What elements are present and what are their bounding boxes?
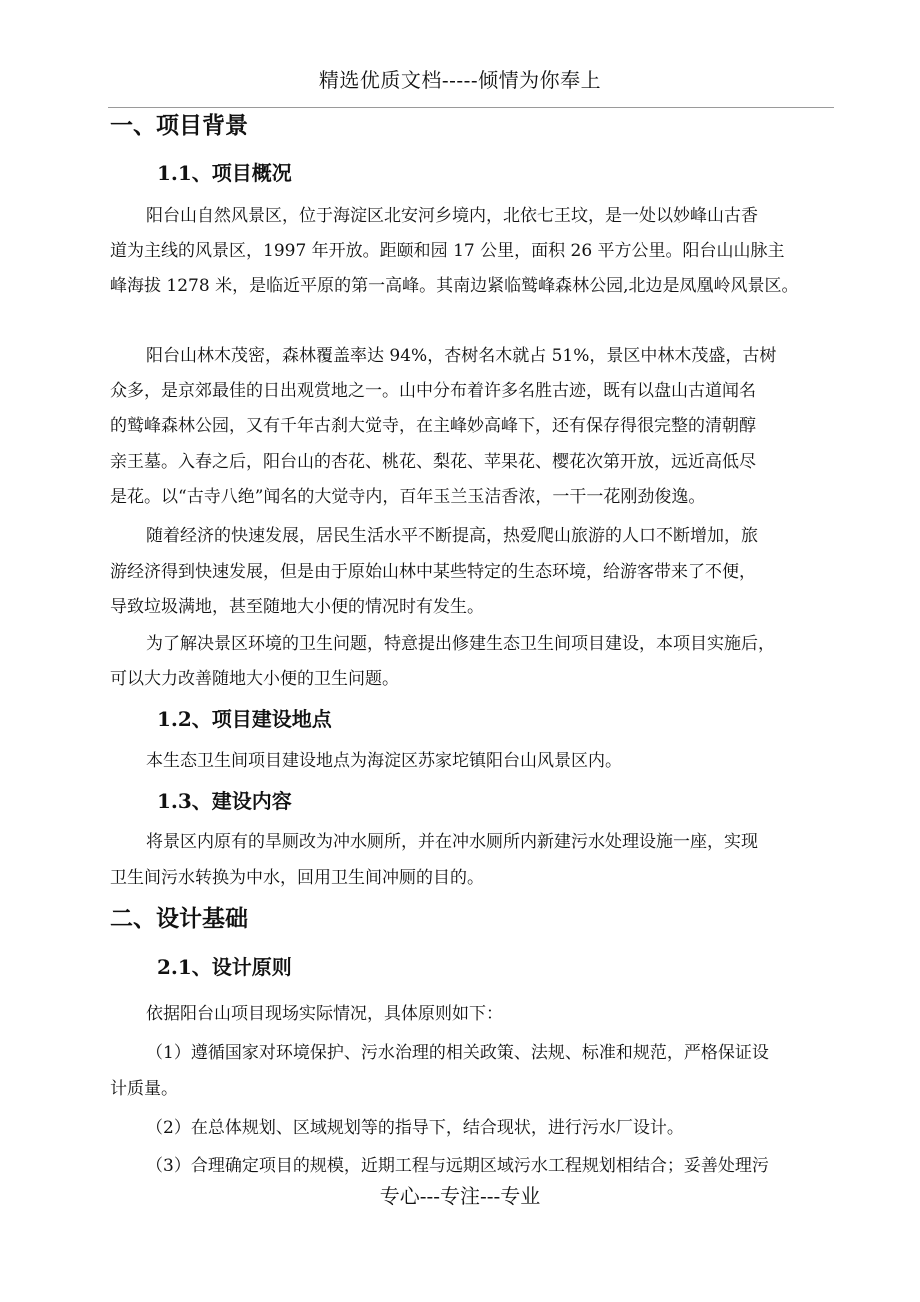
paragraph-line: 卫生间污水转换为中水，回用卫生间冲厕的目的。 xyxy=(110,868,484,888)
subsection-title-1-1: 1.1、项目概况 xyxy=(157,161,292,185)
subsection-title-1-2: 1.2、项目建设地点 xyxy=(157,707,332,731)
paragraph-line: 可以大力改善随地大小便的卫生问题。 xyxy=(110,669,399,689)
paragraph-line: 随着经济的快速发展，居民生活水平不断提高，热爱爬山旅游的人口不断增加，旅 xyxy=(146,526,758,546)
paragraph-line: 众多，是京郊最佳的日出观赏地之一。山中分布着许多名胜古迹，既有以盘山古道闻名 xyxy=(110,381,756,401)
page-header: 精选优质文档-----倾情为你奉上 xyxy=(318,68,602,92)
paragraph-line: 阳台山自然风景区，位于海淀区北安河乡境内，北依七王坟，是一处以妙峰山古香 xyxy=(146,206,758,226)
section-title-2: 二、设计基础 xyxy=(110,905,248,932)
paragraph-line: 依据阳台山项目现场实际情况，具体原则如下： xyxy=(146,1004,503,1024)
list-item-line: （2）在总体规划、区域规划等的指导下，结合现状，进行污水厂设计。 xyxy=(146,1118,684,1138)
paragraph-line: 阳台山林木茂密，森林覆盖率达 94%，杏树名木就占 51%，景区中林木茂盛，古树 xyxy=(146,346,777,366)
section-title-1: 一、项目背景 xyxy=(110,112,248,139)
page-footer: 专心---专注---专业 xyxy=(379,1184,541,1208)
list-item-line: 计质量。 xyxy=(110,1079,178,1099)
paragraph-line: 为了解决景区环境的卫生问题，特意提出修建生态卫生间项目建设，本项目实施后， xyxy=(146,634,775,654)
paragraph-line: 的鹫峰森林公园，又有千年古刹大觉寺，在主峰妙高峰下，还有保存得很完整的清朝醇 xyxy=(110,416,756,436)
paragraph-line: 游经济得到快速发展，但是由于原始山林中某些特定的生态环境，给游客带来了不便， xyxy=(110,562,756,582)
paragraph-line: 峰海拔 1278 米，是临近平原的第一高峰。其南边紧临鹫峰森林公园,北边是凤凰岭风景区。 xyxy=(110,276,799,296)
subsection-title-2-1: 2.1、设计原则 xyxy=(157,955,292,979)
paragraph-line: 亲王墓。入春之后，阳台山的杏花、桃花、梨花、苹果花、樱花次第开放，远近高低尽 xyxy=(110,452,756,472)
paragraph-line: 将景区内原有的旱厕改为冲水厕所，并在冲水厕所内新建污水处理设施一座，实现 xyxy=(146,832,758,852)
paragraph-line: 道为主线的风景区，1997 年开放。距颐和园 17 公里，面积 26 平方公里。阳台山山脉主 xyxy=(110,241,785,261)
paragraph-line: 是花。以“古寺八绝”闻名的大觉寺内，百年玉兰玉洁香浓，一干一花刚劲俊逸。 xyxy=(110,487,706,507)
list-item-line: （1）遵循国家对环境保护、污水治理的相关政策、法规、标准和规范，严格保证设 xyxy=(146,1043,769,1063)
list-item-line: （3）合理确定项目的规模，近期工程与远期区域污水工程规划相结合；妥善处理污 xyxy=(146,1156,769,1176)
header-divider xyxy=(108,107,834,108)
paragraph-line: 导致垃圾满地，甚至随地大小便的情况时有发生。 xyxy=(110,597,484,617)
paragraph-line: 本生态卫生间项目建设地点为海淀区苏家坨镇阳台山风景区内。 xyxy=(146,751,622,771)
subsection-title-1-3: 1.3、建设内容 xyxy=(157,789,292,813)
